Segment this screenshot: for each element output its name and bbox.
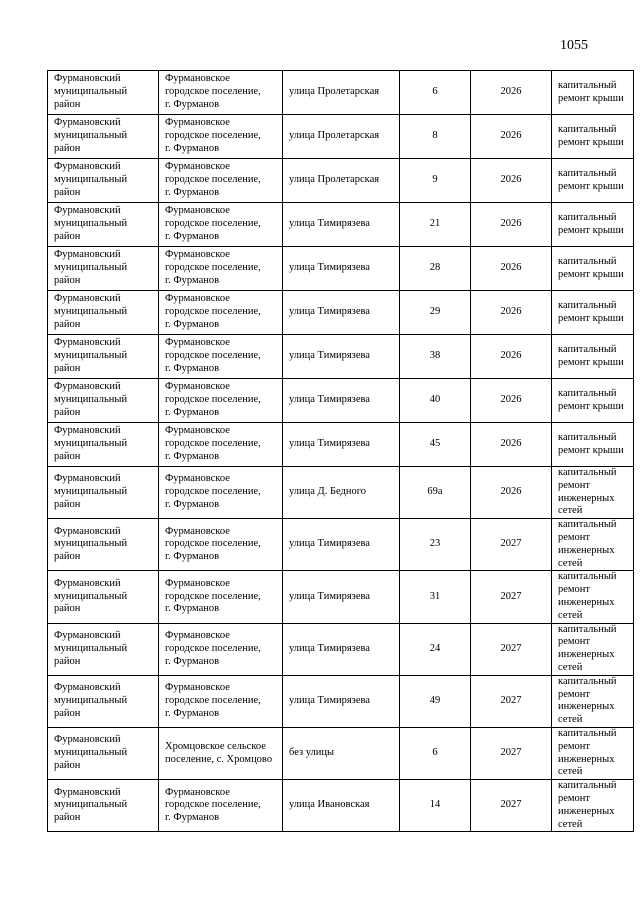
settlement-cell: Фурмановское городское поселение, г. Фурманов [159, 379, 283, 423]
year-cell: 2026 [471, 379, 552, 423]
district-cell: Фурмановский муниципальный район [48, 115, 159, 159]
table-row [48, 203, 634, 247]
table-row [48, 291, 634, 335]
street-cell: улица Тимирязева [283, 247, 400, 291]
table-row [48, 571, 634, 623]
works-type-cell: капитальный ремонт крыши [552, 423, 634, 467]
district-cell: Фурмановский муниципальный район [48, 71, 159, 115]
settlement-cell: Фурмановское городское поселение, г. Фурманов [159, 675, 283, 727]
house-number-cell: 45 [400, 423, 471, 467]
settlement-cell: Фурмановское городское поселение, г. Фурманов [159, 71, 283, 115]
table-row [48, 379, 634, 423]
district-cell: Фурмановский муниципальный район [48, 467, 159, 519]
table-row [48, 623, 634, 675]
house-number-cell: 9 [400, 159, 471, 203]
year-cell: 2026 [471, 159, 552, 203]
year-cell: 2027 [471, 780, 552, 832]
district-cell: Фурмановский муниципальный район [48, 159, 159, 203]
house-number-cell: 28 [400, 247, 471, 291]
year-cell: 2026 [471, 423, 552, 467]
settlement-cell: Фурмановское городское поселение, г. Фурманов [159, 623, 283, 675]
house-number-cell: 69а [400, 467, 471, 519]
table-row [48, 780, 634, 832]
table-row [48, 675, 634, 727]
works-type-cell: капитальный ремонт крыши [552, 159, 634, 203]
works-type-cell: капитальный ремонт инженерных сетей [552, 727, 634, 779]
street-cell: улица Тимирязева [283, 335, 400, 379]
house-number-cell: 21 [400, 203, 471, 247]
settlement-cell: Фурмановское городское поселение, г. Фурманов [159, 467, 283, 519]
year-cell: 2027 [471, 675, 552, 727]
year-cell: 2026 [471, 467, 552, 519]
street-cell: улица Тимирязева [283, 203, 400, 247]
works-type-cell: капитальный ремонт инженерных сетей [552, 571, 634, 623]
street-cell: улица Ивановская [283, 780, 400, 832]
works-type-cell: капитальный ремонт инженерных сетей [552, 623, 634, 675]
street-cell: улица Тимирязева [283, 519, 400, 571]
settlement-cell: Фурмановское городское поселение, г. Фурманов [159, 291, 283, 335]
settlement-cell: Фурмановское городское поселение, г. Фурманов [159, 115, 283, 159]
house-number-cell: 29 [400, 291, 471, 335]
settlement-cell: Фурмановское городское поселение, г. Фурманов [159, 247, 283, 291]
page-number: 1055 [560, 38, 588, 53]
district-cell: Фурмановский муниципальный район [48, 675, 159, 727]
year-cell: 2026 [471, 71, 552, 115]
house-number-cell: 40 [400, 379, 471, 423]
street-cell: улица Тимирязева [283, 291, 400, 335]
street-cell: улица Д. Бедного [283, 467, 400, 519]
works-type-cell: капитальный ремонт инженерных сетей [552, 780, 634, 832]
district-cell: Фурмановский муниципальный район [48, 379, 159, 423]
table-row [48, 115, 634, 159]
house-number-cell: 24 [400, 623, 471, 675]
street-cell: улица Пролетарская [283, 71, 400, 115]
works-type-cell: капитальный ремонт инженерных сетей [552, 467, 634, 519]
settlement-cell: Фурмановское городское поселение, г. Фурманов [159, 159, 283, 203]
district-cell: Фурмановский муниципальный район [48, 247, 159, 291]
street-cell: без улицы [283, 727, 400, 779]
district-cell: Фурмановский муниципальный район [48, 623, 159, 675]
district-cell: Фурмановский муниципальный район [48, 519, 159, 571]
settlement-cell: Фурмановское городское поселение, г. Фурманов [159, 335, 283, 379]
settlement-cell: Фурмановское городское поселение, г. Фурманов [159, 423, 283, 467]
house-number-cell: 38 [400, 335, 471, 379]
district-cell: Фурмановский муниципальный район [48, 780, 159, 832]
year-cell: 2027 [471, 571, 552, 623]
settlement-cell: Хромцовское сельское поселение, с. Хромцово [159, 727, 283, 779]
street-cell: улица Пролетарская [283, 115, 400, 159]
year-cell: 2026 [471, 115, 552, 159]
table-row [48, 159, 634, 203]
house-number-cell: 49 [400, 675, 471, 727]
year-cell: 2026 [471, 203, 552, 247]
district-cell: Фурмановский муниципальный район [48, 203, 159, 247]
street-cell: улица Тимирязева [283, 623, 400, 675]
table-row [48, 71, 634, 115]
year-cell: 2026 [471, 291, 552, 335]
house-number-cell: 6 [400, 727, 471, 779]
works-type-cell: капитальный ремонт крыши [552, 291, 634, 335]
works-type-cell: капитальный ремонт крыши [552, 247, 634, 291]
street-cell: улица Тимирязева [283, 423, 400, 467]
year-cell: 2026 [471, 247, 552, 291]
settlement-cell: Фурмановское городское поселение, г. Фурманов [159, 571, 283, 623]
works-type-cell: капитальный ремонт крыши [552, 203, 634, 247]
year-cell: 2027 [471, 623, 552, 675]
year-cell: 2026 [471, 335, 552, 379]
district-cell: Фурмановский муниципальный район [48, 291, 159, 335]
house-number-cell: 6 [400, 71, 471, 115]
works-type-cell: капитальный ремонт крыши [552, 335, 634, 379]
works-type-cell: капитальный ремонт инженерных сетей [552, 675, 634, 727]
settlement-cell: Фурмановское городское поселение, г. Фурманов [159, 519, 283, 571]
table-row [48, 335, 634, 379]
settlement-cell: Фурмановское городское поселение, г. Фурманов [159, 203, 283, 247]
settlement-cell: Фурмановское городское поселение, г. Фурманов [159, 780, 283, 832]
works-type-cell: капитальный ремонт крыши [552, 71, 634, 115]
repair-program-table [47, 70, 634, 832]
year-cell: 2027 [471, 727, 552, 779]
street-cell: улица Тимирязева [283, 675, 400, 727]
district-cell: Фурмановский муниципальный район [48, 335, 159, 379]
street-cell: улица Тимирязева [283, 571, 400, 623]
table-row [48, 519, 634, 571]
table-row [48, 467, 634, 519]
works-type-cell: капитальный ремонт крыши [552, 115, 634, 159]
works-type-cell: капитальный ремонт инженерных сетей [552, 519, 634, 571]
table-row [48, 247, 634, 291]
house-number-cell: 23 [400, 519, 471, 571]
table-body [48, 71, 634, 832]
district-cell: Фурмановский муниципальный район [48, 423, 159, 467]
works-type-cell: капитальный ремонт крыши [552, 379, 634, 423]
street-cell: улица Пролетарская [283, 159, 400, 203]
table-row [48, 423, 634, 467]
house-number-cell: 31 [400, 571, 471, 623]
house-number-cell: 8 [400, 115, 471, 159]
house-number-cell: 14 [400, 780, 471, 832]
street-cell: улица Тимирязева [283, 379, 400, 423]
year-cell: 2027 [471, 519, 552, 571]
district-cell: Фурмановский муниципальный район [48, 571, 159, 623]
table-row [48, 727, 634, 779]
district-cell: Фурмановский муниципальный район [48, 727, 159, 779]
